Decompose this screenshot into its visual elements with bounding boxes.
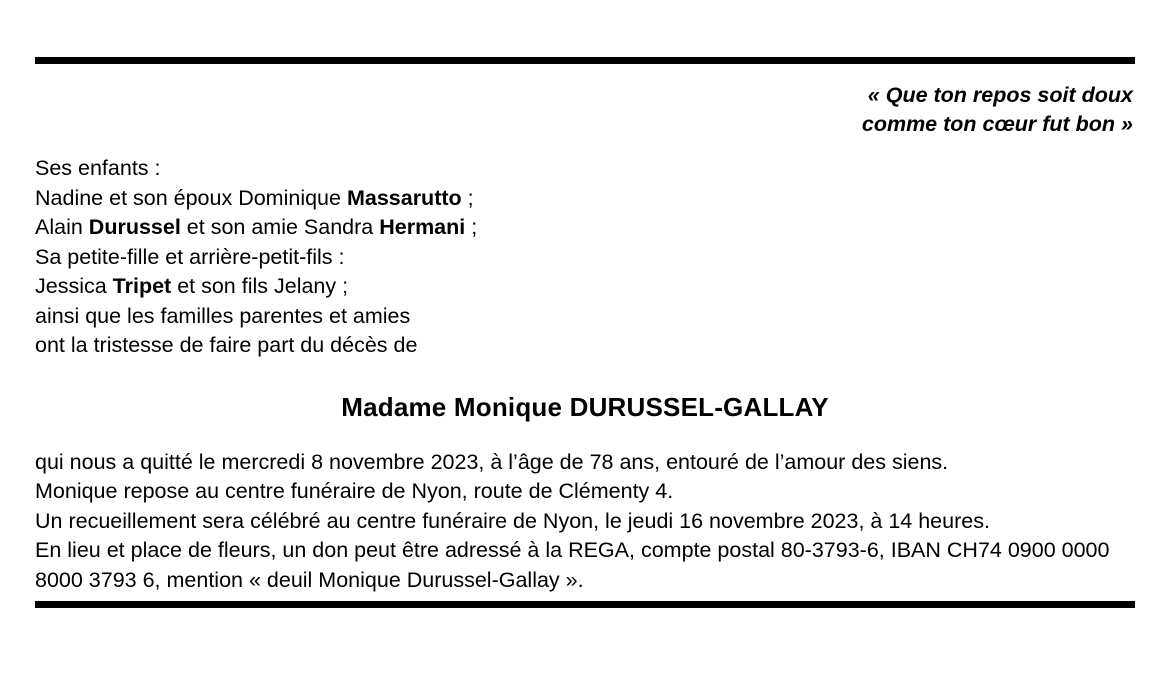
family-surname-durussel: Durussel — [88, 215, 181, 239]
body-paragraph-resting-place: Monique repose au centre funéraire de Nyon, route de Clémenty 4. — [35, 479, 674, 503]
family-line-jessica: Jessica Tripet et son fils Jelany ; — [35, 274, 349, 298]
family-list — [35, 154, 1135, 361]
bottom-divider-rule — [35, 601, 1135, 608]
family-line-grandchildren-label: Sa petite-fille et arrière-petit-fils : — [35, 244, 345, 269]
epigraph-line-1: « Que ton repos soit doux — [867, 83, 1133, 107]
family-line-children-label: Ses enfants : — [35, 156, 161, 180]
body-paragraph-donations: En lieu et place de fleurs, un don peut être adressé à la REGA, compte postal 80-3793-6, IBAN CH74 0900 0000 8000 3793 6, mention « deuil Monique Durussel-Gallay ». — [35, 538, 1110, 592]
family-surname-hermani: Hermani — [379, 215, 466, 239]
body-paragraph-ceremony: Un recueillement sera célébré au centre funéraire de Nyon, le jeudi 16 novembre 2023, à 14 heures. — [35, 508, 990, 533]
deceased-name: Madame Monique DURUSSEL-GALLAY — [341, 391, 829, 422]
obituary-notice — [35, 57, 1135, 608]
body-paragraph-passing: qui nous a quitté le mercredi 8 novembre 2023, à l’âge de 78 ans, entouré de l’amour des siens. — [35, 449, 949, 474]
family-line-nadine: Nadine et son époux Dominique Massarutto ; — [35, 185, 474, 210]
notice-body — [35, 448, 1135, 596]
top-divider-rule — [35, 57, 1135, 64]
family-surname-tripet: Tripet — [112, 274, 172, 298]
family-line-announcement: ont la tristesse de faire part du décès de — [35, 333, 418, 357]
family-line-alain: Alain Durussel et son amie Sandra Hermani ; — [35, 215, 478, 239]
family-line-relatives: ainsi que les familles parentes et amies — [35, 303, 411, 328]
epigraph-line-2: comme ton cœur fut bon » — [861, 112, 1133, 136]
family-surname-massarutto: Massarutto — [346, 185, 462, 210]
epigraph — [35, 81, 1135, 139]
